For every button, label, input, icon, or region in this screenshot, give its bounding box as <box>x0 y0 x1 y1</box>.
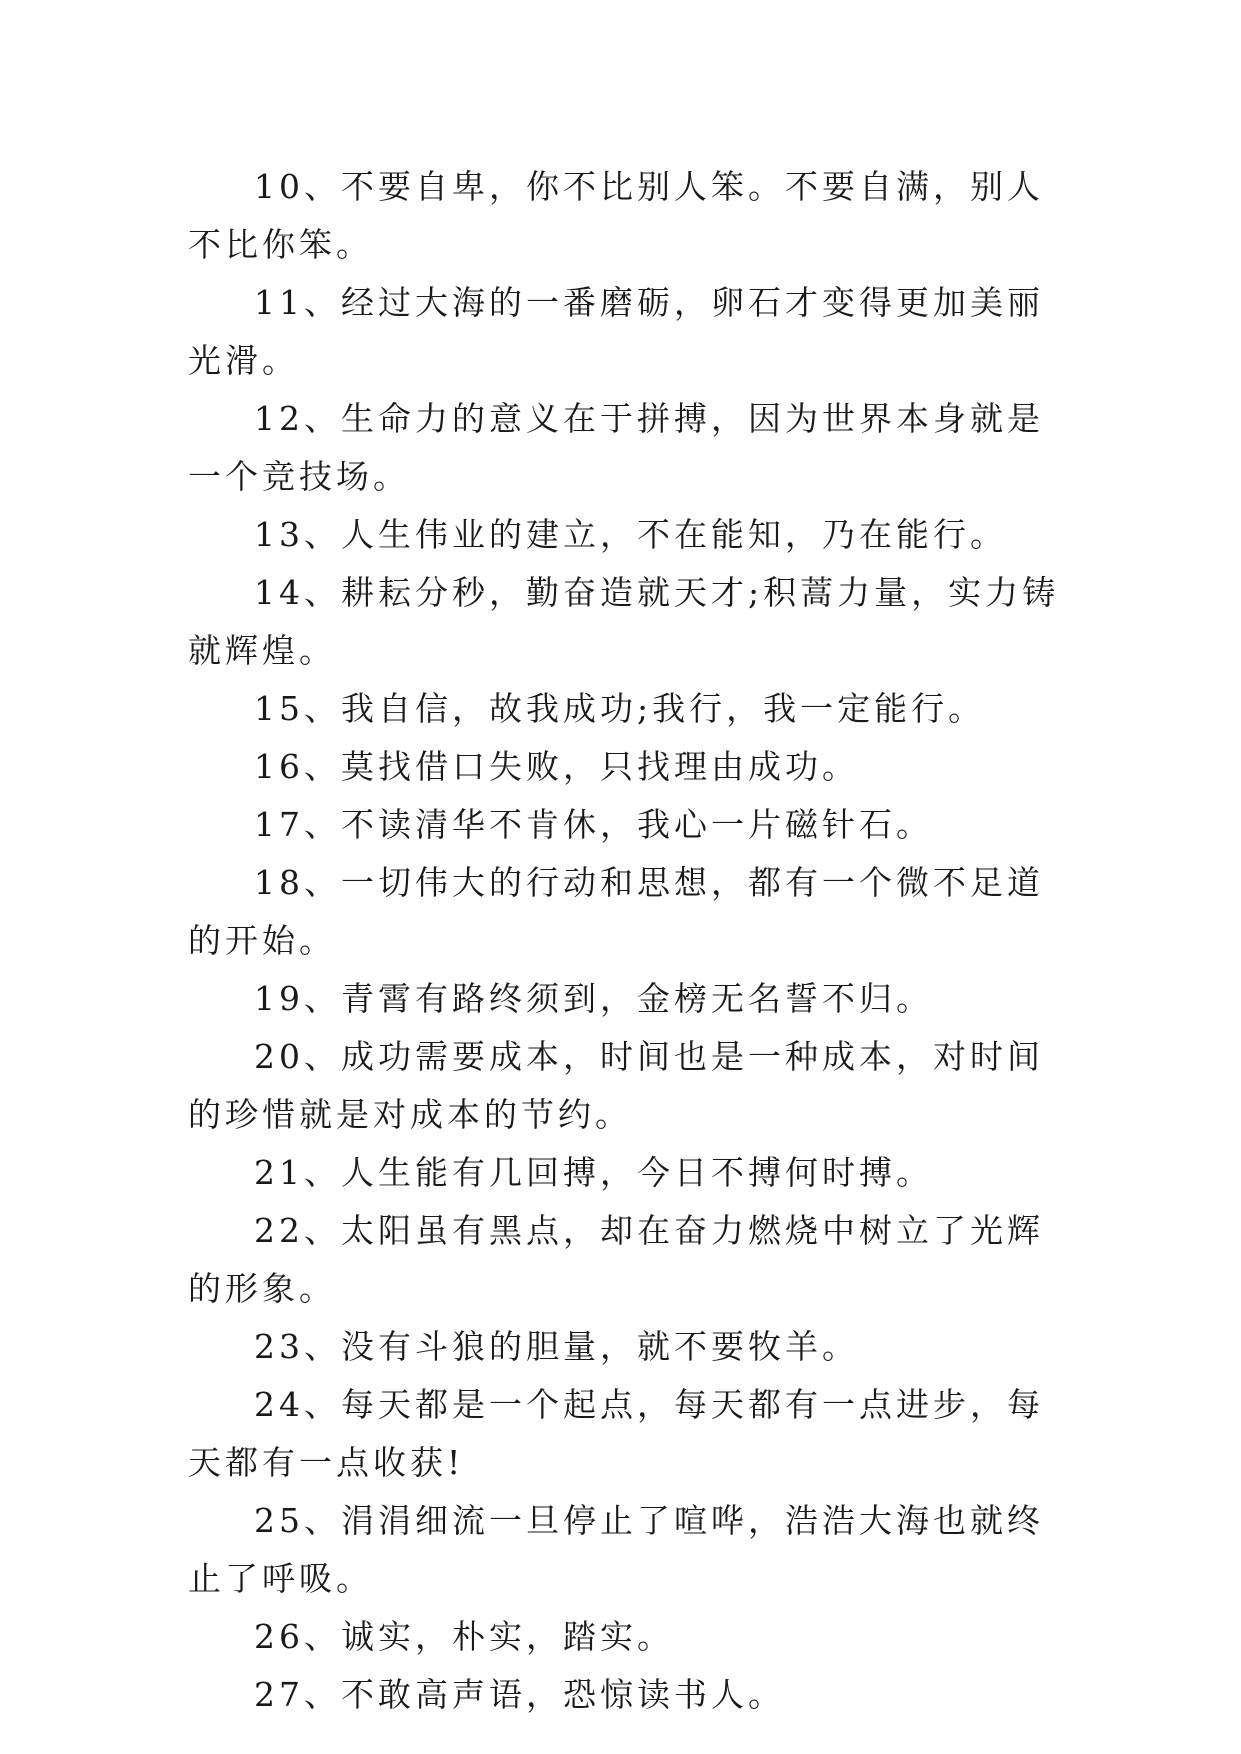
quote-paragraph-10: 10、不要自卑，你不比别人笨。不要自满，别人不比你笨。 <box>188 167 1044 264</box>
quote-paragraph-15: 15、我自信，故我成功;我行，我一定能行。 <box>254 689 986 728</box>
quote-paragraph-13: 13、人生伟业的建立，不在能知，乃在能行。 <box>254 515 1007 554</box>
quote-paragraph-18: 18、一切伟大的行动和思想，都有一个微不足道的开始。 <box>188 863 1044 960</box>
quote-paragraph-14: 14、耕耘分秒，勤奋造就天才;积蒿力量，实力铸就辉煌。 <box>188 573 1060 670</box>
quote-paragraph-12: 12、生命力的意义在于拼搏，因为世界本身就是一个竞技场。 <box>188 399 1044 496</box>
quote-paragraph-24: 24、每天都是一个起点，每天都有一点进步，每天都有一点收获! <box>188 1385 1044 1482</box>
quote-paragraph-22: 22、太阳虽有黑点，却在奋力燃烧中树立了光辉的形象。 <box>188 1211 1044 1308</box>
quote-paragraph-25: 25、涓涓细流一旦停止了喧哗，浩浩大海也就终止了呼吸。 <box>188 1501 1044 1598</box>
quote-paragraph-11: 11、经过大海的一番磨砺，卵石才变得更加美丽光滑。 <box>188 283 1044 380</box>
quote-paragraph-17: 17、不读清华不肯休，我心一片磁针石。 <box>254 805 933 844</box>
quote-paragraph-26: 26、诚实，朴实，踏实。 <box>254 1617 674 1656</box>
quote-paragraph-21: 21、人生能有几回搏，今日不搏何时搏。 <box>254 1153 933 1192</box>
document-body <box>188 158 1068 1724</box>
quote-paragraph-23: 23、没有斗狼的胆量，就不要牧羊。 <box>254 1327 859 1366</box>
quote-paragraph-20: 20、成功需要成本，时间也是一种成本，对时间的珍惜就是对成本的节约。 <box>188 1037 1044 1134</box>
quote-paragraph-27: 27、不敢高声语，恐惊读书人。 <box>254 1675 785 1714</box>
quote-paragraph-19: 19、青霄有路终须到，金榜无名誓不归。 <box>254 979 933 1018</box>
quote-paragraph-16: 16、莫找借口失败，只找理由成功。 <box>254 747 859 786</box>
